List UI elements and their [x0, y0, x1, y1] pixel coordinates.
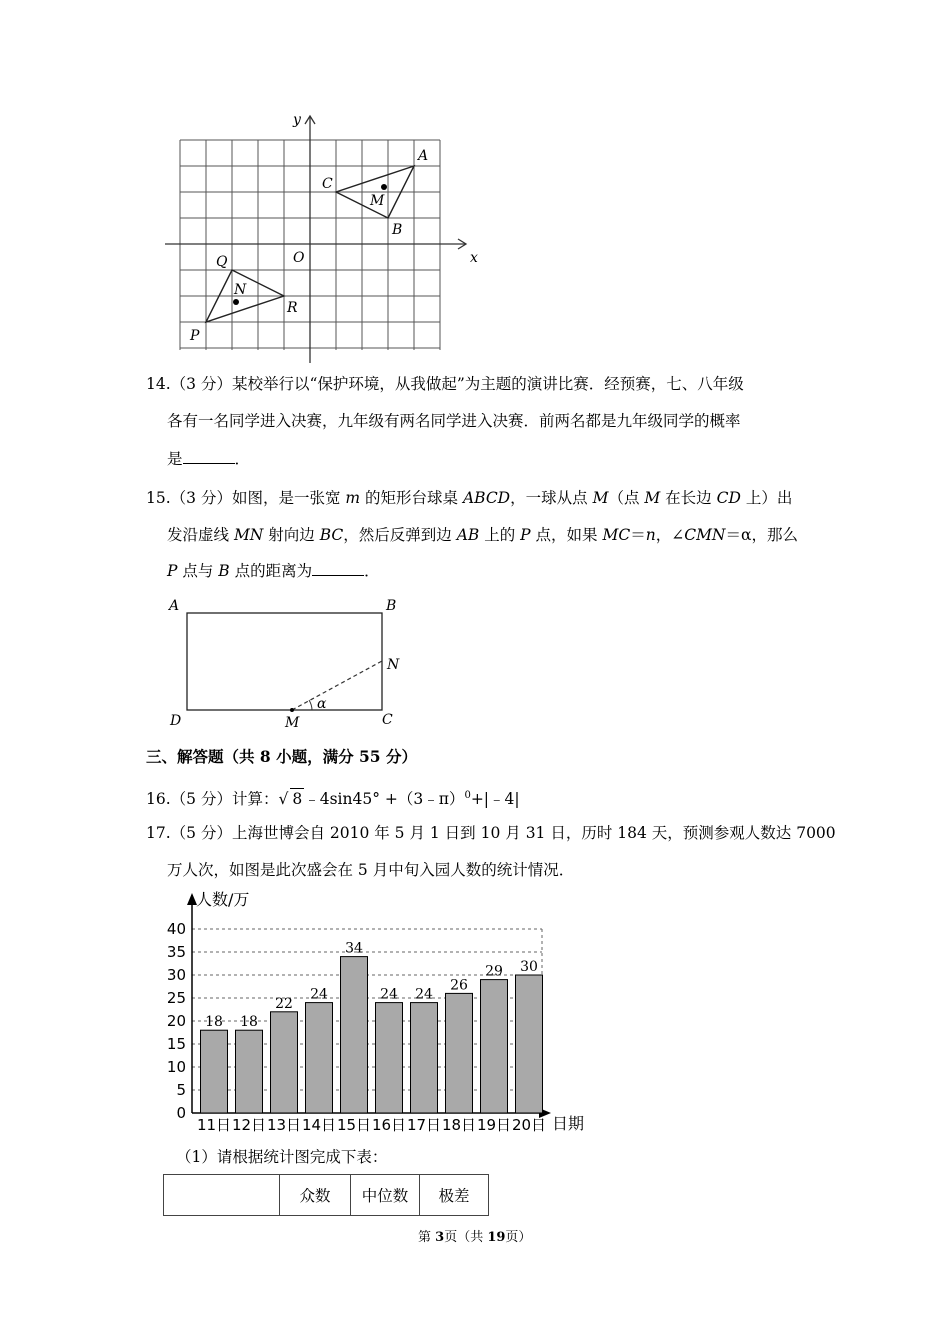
- x-tick-label: 13日: [266, 1116, 302, 1134]
- visitor-bar-chart: [155, 885, 595, 1135]
- bar-value-label: 18: [205, 1014, 223, 1031]
- svg-text:M: M: [285, 715, 300, 731]
- q15-table-figure: [160, 594, 410, 734]
- x-tick-label: 11日: [196, 1116, 232, 1134]
- header-mode: 众数: [280, 1175, 351, 1216]
- x-tick-label: 16日: [371, 1116, 407, 1134]
- q14-line2: 各有一名同学进入决赛，九年级有两名同学进入决赛．前两名都是九年级同学的概率: [167, 412, 741, 430]
- svg-text:N: N: [387, 657, 400, 673]
- bar-value-label: 26: [450, 977, 468, 994]
- y-tick-label: 5: [176, 1081, 186, 1099]
- page-footer: 第 3页（共 19页）: [418, 1230, 532, 1245]
- svg-text:N: N: [234, 282, 247, 298]
- q17-line2: 万人次，如图是此次盛会在 5 月中旬入园人数的统计情况．: [167, 861, 575, 879]
- q17-sub1: （1）请根据统计图完成下表：: [176, 1148, 388, 1166]
- section3-title: 三、解答题（共 8 小题，满分 55 分）: [146, 747, 417, 766]
- q14-line1: 14.（3 分）某校举行以“保护环境，从我做起”为主题的演讲比赛．经预赛，七、八年级: [146, 375, 744, 393]
- q15-line1: 15.（3 分）如图，是一张宽 m 的矩形台球桌 ABCD，一球从点 M（点 M 在长边 CD 上）出: [146, 489, 793, 507]
- y-tick-label: 25: [166, 989, 186, 1007]
- y-tick-label: 10: [166, 1058, 186, 1076]
- svg-text:M: M: [370, 193, 385, 209]
- q15-line3: P 点与 B 点的距离为 ．: [167, 562, 380, 580]
- x-tick-label: 14日: [301, 1116, 337, 1134]
- x-tick-label: 20日: [511, 1116, 547, 1134]
- bar-value-label: 24: [310, 986, 328, 1003]
- bar: [446, 993, 473, 1113]
- bar: [341, 957, 368, 1113]
- y-axis-label: y: [293, 112, 301, 128]
- bar-value-label: 24: [380, 986, 398, 1003]
- bar-value-label: 30: [520, 959, 538, 975]
- x-tick-label: 12日: [231, 1116, 267, 1134]
- svg-text:C: C: [322, 176, 333, 192]
- header-range: 极差: [420, 1175, 489, 1216]
- x-axis-title: 日期: [552, 1114, 585, 1133]
- bar: [411, 1003, 438, 1113]
- bar: [376, 1003, 403, 1113]
- header-median: 中位数: [351, 1175, 420, 1216]
- bar: [201, 1030, 228, 1113]
- bar: [516, 975, 543, 1113]
- bar-value-label: 24: [415, 986, 433, 1003]
- q14-line3: 是 ．: [167, 450, 251, 468]
- svg-text:P: P: [190, 328, 200, 344]
- y-tick-label: 35: [166, 943, 186, 961]
- x-tick-label: 17日: [406, 1116, 442, 1134]
- y-tick-label: 40: [166, 920, 186, 938]
- svg-text:B: B: [392, 222, 403, 238]
- answer-blank[interactable]: [312, 561, 364, 576]
- svg-text:B: B: [386, 598, 397, 614]
- bar-value-label: 22: [275, 995, 293, 1012]
- y-axis-title: 人数/万: [196, 890, 250, 909]
- svg-text:A: A: [418, 148, 429, 164]
- origin-label: O: [293, 250, 305, 266]
- svg-text:C: C: [382, 712, 393, 728]
- y-tick-label: 20: [166, 1012, 186, 1030]
- q17-line1: 17.（5 分）上海世博会自 2010 年 5 月 1 日到 10 月 31 日，历时 184 天，预测参观人数达 7000: [146, 824, 836, 842]
- x-tick-label: 15日: [336, 1116, 372, 1134]
- answer-blank[interactable]: [183, 449, 235, 464]
- bar: [236, 1030, 263, 1113]
- svg-text:A: A: [169, 598, 180, 614]
- q16-line: 16.（5 分）计算：√ 8 ﹣4sin45° +（3﹣π）$^0$+|﹣4|: [146, 790, 520, 809]
- svg-text:α: α: [317, 696, 327, 712]
- y-tick-label: 15: [166, 1035, 186, 1053]
- answer-table: [163, 1174, 489, 1216]
- bar-value-label: 18: [240, 1014, 258, 1031]
- bar: [306, 1003, 333, 1113]
- x-tick-label: 18日: [441, 1116, 477, 1134]
- point-m: [381, 184, 387, 190]
- y-tick-label: 30: [166, 966, 186, 984]
- point-n: [233, 299, 239, 305]
- x-tick-label: 19日: [476, 1116, 512, 1134]
- svg-text:Q: Q: [216, 254, 228, 270]
- q15-line2: 发沿虚线 MN 射向边 BC，然后反弹到边 AB 上的 P 点，如果 MC＝n，∠CMN＝α，那么: [167, 526, 798, 544]
- svg-text:R: R: [287, 300, 298, 316]
- bar-value-label: 34: [345, 940, 363, 957]
- y-tick-label: 0: [176, 1104, 186, 1122]
- bar: [271, 1012, 298, 1113]
- bar-value-label: 29: [485, 963, 503, 980]
- svg-text:D: D: [170, 713, 182, 729]
- bar: [481, 980, 508, 1113]
- q13-grid-figure: [160, 110, 480, 370]
- table-cell[interactable]: [164, 1175, 280, 1216]
- x-axis-label: x: [470, 250, 478, 266]
